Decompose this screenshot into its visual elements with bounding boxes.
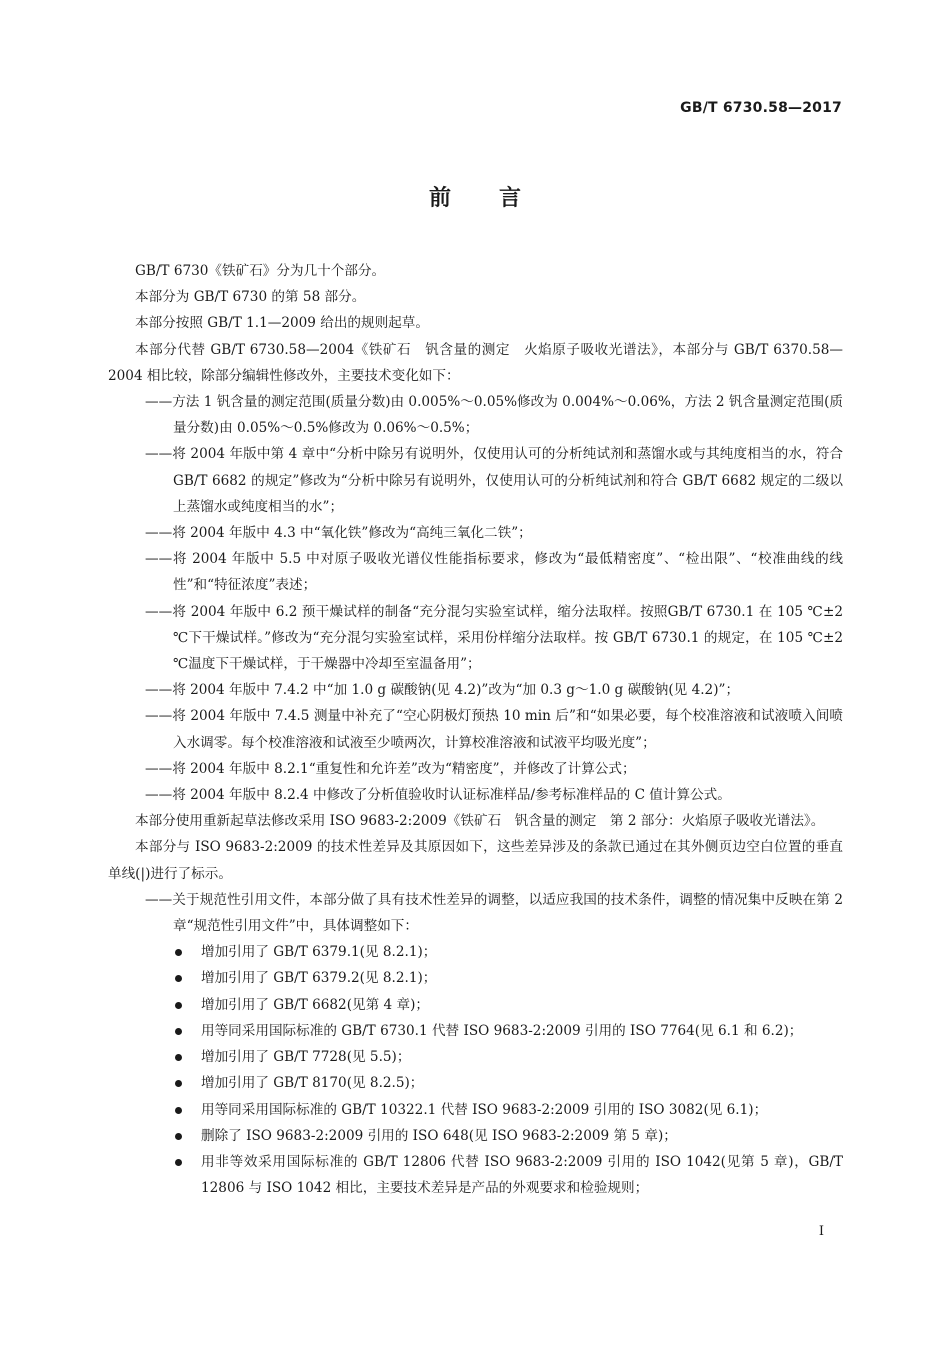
foreword-body bbox=[108, 258, 843, 1201]
list-item bbox=[108, 1097, 843, 1123]
paragraph-drafting-rules: 本部分按照 GB/T 1.1—2009 给出的规则起草。 bbox=[135, 315, 429, 332]
list-item bbox=[108, 1070, 843, 1096]
bullet-icon bbox=[175, 1028, 182, 1035]
paragraph-replacement: 本部分代替 GB/T 6730.58—2004《铁矿石 钒含量的测定 火焰原子吸收光谱法》，本部分与 GB/T 6370.58—2004 相比较，除部分编辑性修改外，主要技术变化如下： bbox=[108, 341, 843, 384]
list-item-text: 增加引用了 GB/T 8170(见 8.2.5)； bbox=[201, 1075, 424, 1092]
list-item-text: 用等同采用国际标准的 GB/T 6730.1 代替 ISO 9683-2:2009 引用的 ISO 7764(见 6.1 和 6.2)； bbox=[201, 1022, 803, 1039]
paragraph-parts: GB/T 6730《铁矿石》分为几十个部分。 bbox=[135, 263, 386, 279]
change-item: ——将 2004 年版中第 4 章中“分析中除另有说明外，仅使用认可的分析纯试剂和蒸馏水或与其纯度相当的水，符合 GB/T 6682 的规定”修改为“分析中除另有说明外，仅使用认可的分析纯试剂和符合 GB/T 6682 规定的二级以上蒸馏水或纯度相当的水”； bbox=[145, 446, 843, 515]
change-item: ——将 2004 年版中 8.2.4 中修改了分析值验收时认证标准样品/参考标准样品的 C 值计算公式。 bbox=[145, 787, 731, 804]
bullet-icon bbox=[175, 1002, 182, 1009]
change-item: ——方法 1 钒含量的测定范围(质量分数)由 0.005%～0.05%修改为 0.004%～0.06%，方法 2 钒含量测定范围(质量分数)由 0.05%～0.5%修改为 0.06%～0.5%； bbox=[145, 394, 843, 437]
change-item: ——将 2004 年版中 7.4.5 测量中补充了“空心阴极灯预热 10 min 后”和“如果必要，每个校准溶液和试液喷入间喷入水调零。每个校准溶液和试液至少喷两次，计算校准溶液和试液平均吸光度”； bbox=[145, 708, 843, 751]
difference-intro: ——关于规范性引用文件，本部分做了具有技术性差异的调整，以适应我国的技术条件，调整的情况集中反映在第 2 章“规范性引用文件”中，具体调整如下： bbox=[145, 891, 843, 935]
list-item bbox=[108, 939, 843, 965]
list-item-text: 增加引用了 GB/T 6379.1(见 8.2.1)； bbox=[201, 944, 437, 961]
change-item: ——将 2004 年版中 4.3 中“氧化铁”修改为“高纯三氧化二铁”； bbox=[145, 525, 532, 542]
list-item-text: 用等同采用国际标准的 GB/T 10322.1 代替 ISO 9683-2:2009 引用的 ISO 3082(见 6.1)； bbox=[201, 1101, 768, 1118]
list-item bbox=[108, 1018, 843, 1044]
paragraph-adoption: 本部分使用重新起草法修改采用 ISO 9683-2:2009《铁矿石 钒含量的测定 第 2 部分：火焰原子吸收光谱法》。 bbox=[135, 813, 825, 830]
list-item-text: 增加引用了 GB/T 6379.2(见 8.2.1)； bbox=[201, 970, 437, 987]
list-item-text: 用非等效采用国际标准的 GB/T 12806 代替 ISO 9683-2:2009 引用的 ISO 1042(见第 5 章)，GB/T 12806 与 ISO 1042 相比，主要技术差异是产品的外观要求和检验规则； bbox=[201, 1153, 843, 1197]
reference-adjustment-list bbox=[108, 939, 843, 1201]
page-title: 前言 bbox=[428, 186, 569, 211]
change-item: ——将 2004 年版中 5.5 中对原子吸收光谱仪性能指标要求，修改为“最低精密度”、“检出限”、“校准曲线的线性”和“特征浓度”表述； bbox=[145, 551, 843, 594]
page-number: I bbox=[818, 1224, 824, 1239]
change-item: ——将 2004 年版中 8.2.1“重复性和允许差”改为“精密度”，并修改了计算公式； bbox=[145, 760, 636, 777]
paragraph-technical-differences: 本部分与 ISO 9683-2:2009 的技术性差异及其原因如下，这些差异涉及的条款已通过在其外侧页边空白位置的垂直单线(|)进行了标示。 bbox=[108, 839, 843, 882]
bullet-icon bbox=[175, 1080, 182, 1087]
bullet-icon bbox=[175, 949, 182, 956]
list-item bbox=[108, 992, 843, 1018]
bullet-icon bbox=[175, 1107, 182, 1114]
bullet-icon bbox=[175, 975, 182, 982]
list-item bbox=[108, 1123, 843, 1149]
list-item bbox=[108, 1149, 843, 1201]
bullet-icon bbox=[175, 1159, 182, 1166]
list-item-text: 增加引用了 GB/T 7728(见 5.5)； bbox=[201, 1049, 411, 1066]
bullet-icon bbox=[175, 1054, 182, 1061]
list-item bbox=[108, 1044, 843, 1070]
change-item: ——将 2004 年版中 7.4.2 中“加 1.0 g 碳酸钠(见 4.2)”改为“加 0.3 g～1.0 g 碳酸钠(见 4.2)”； bbox=[145, 682, 740, 699]
standard-number: GB/T 6730.58—2017 bbox=[680, 100, 842, 116]
list-item-text: 增加引用了 GB/T 6682(见第 4 章)； bbox=[201, 996, 429, 1013]
change-item: ——将 2004 年版中 6.2 预干燥试样的制备“充分混匀实验室试样，缩分法取样。按照GB/T 6730.1 在 105 ℃±2 ℃下干燥试样。”修改为“充分混匀实验室试样，采用份样缩分法取样。按 GB/T 6730.1 的规定，在 105 ℃±2 ℃温度下干燥试样，于干燥器中冷却至室温备用”； bbox=[145, 603, 843, 673]
paragraph-part-number: 本部分为 GB/T 6730 的第 58 部分。 bbox=[135, 289, 366, 306]
bullet-icon bbox=[175, 1133, 182, 1140]
list-item-text: 删除了 ISO 9683-2:2009 引用的 ISO 648(见 ISO 9683-2:2009 第 5 章)； bbox=[201, 1127, 677, 1144]
list-item bbox=[108, 965, 843, 991]
